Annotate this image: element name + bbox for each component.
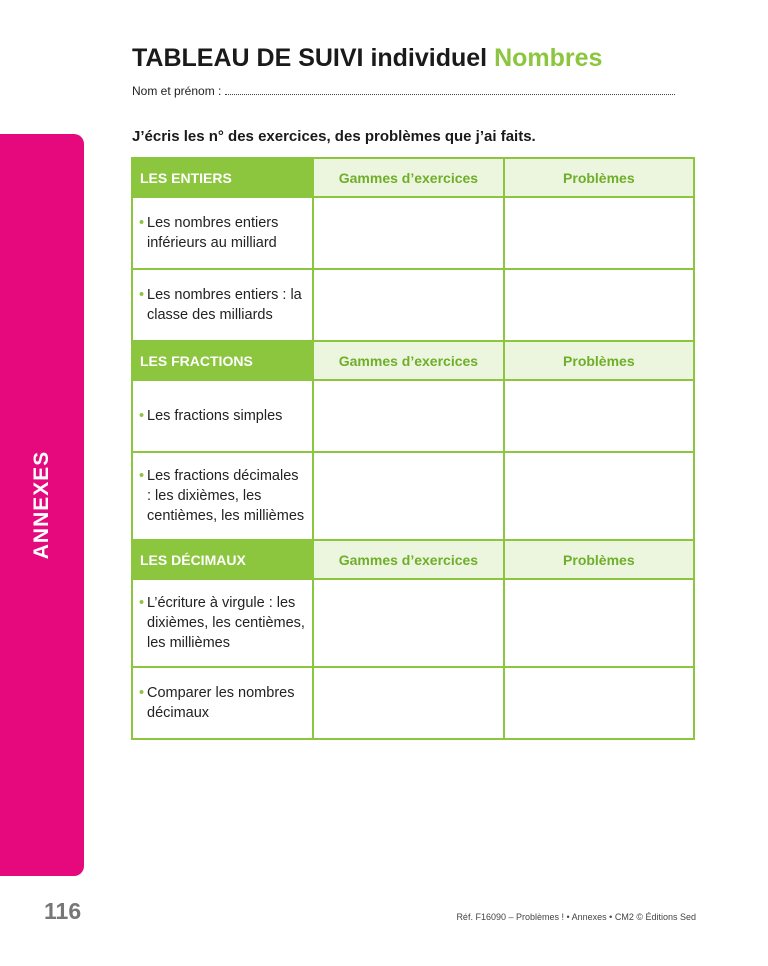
problems-entry-cell[interactable] (504, 197, 694, 269)
table-row (132, 452, 694, 540)
name-field[interactable] (132, 84, 675, 98)
name-label: Nom et prénom : (132, 84, 222, 98)
problems-entry-cell[interactable] (504, 667, 694, 739)
topic-cell (132, 579, 313, 667)
title-main: TABLEAU DE SUIVI individuel (132, 44, 495, 72)
page-number: 116 (44, 898, 82, 924)
column-header-problems: Problèmes (504, 158, 694, 197)
column-header-exercises: Gammes d’exercices (313, 341, 503, 380)
name-dotted-line[interactable] (225, 84, 675, 95)
instruction-text: J’écris les n° des exercices, des problèmes que j’ai faits. (132, 128, 536, 145)
column-header-problems: Problèmes (504, 341, 694, 380)
section-header-row (132, 540, 694, 579)
footer-reference: Réf. F16090 – Problèmes ! • Annexes • CM2 © Éditions Sed (456, 912, 696, 922)
topic-text: • Les fractions simples (139, 406, 306, 426)
topic-cell (132, 667, 313, 739)
table-row (132, 667, 694, 739)
topic-cell (132, 380, 313, 452)
exercises-entry-cell[interactable] (313, 667, 503, 739)
exercises-entry-cell[interactable] (313, 452, 503, 540)
topic-text: • Les nombres entiers : la classe des milliards (139, 285, 306, 325)
topic-text: • Comparer les nombres décimaux (139, 683, 306, 723)
column-header-problems: Problèmes (504, 540, 694, 579)
annexes-label: ANNEXES (30, 450, 53, 560)
table-row (132, 579, 694, 667)
topic-cell (132, 197, 313, 269)
problems-entry-cell[interactable] (504, 452, 694, 540)
page-title (132, 44, 602, 73)
topic-text: • L’écriture à virgule : les dixièmes, les centièmes, les millièmes (139, 593, 306, 653)
problems-entry-cell[interactable] (504, 269, 694, 341)
topic-text: • Les fractions décimales : les dixièmes, les centièmes, les millièmes (139, 466, 306, 526)
problems-entry-cell[interactable] (504, 380, 694, 452)
section-title: LES FRACTIONS (132, 341, 313, 380)
section-header-row (132, 341, 694, 380)
exercises-entry-cell[interactable] (313, 579, 503, 667)
topic-cell (132, 269, 313, 341)
problems-entry-cell[interactable] (504, 579, 694, 667)
exercises-entry-cell[interactable] (313, 380, 503, 452)
table-row (132, 269, 694, 341)
section-title: LES ENTIERS (132, 158, 313, 197)
column-header-exercises: Gammes d’exercices (313, 158, 503, 197)
table-row (132, 380, 694, 452)
table-row (132, 197, 694, 269)
topic-text: • Les nombres entiers inférieurs au milliard (139, 213, 306, 253)
title-accent: Nombres (494, 44, 603, 72)
section-title: LES DÉCIMAUX (132, 540, 313, 579)
exercises-entry-cell[interactable] (313, 197, 503, 269)
exercises-entry-cell[interactable] (313, 269, 503, 341)
section-header-row (132, 158, 694, 197)
topic-cell (132, 452, 313, 540)
column-header-exercises: Gammes d’exercices (313, 540, 503, 579)
tracking-table (131, 157, 695, 740)
